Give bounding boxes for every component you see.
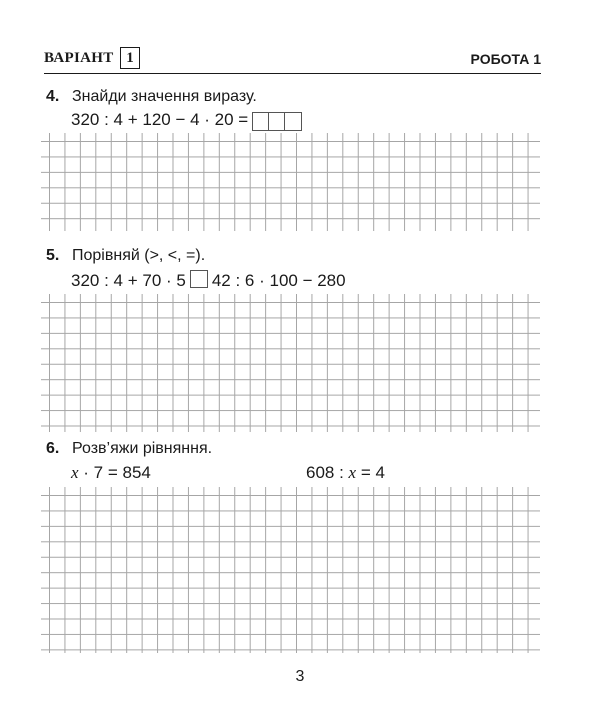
task-5-right-expression: 42 : 6 · 100 − 280 — [211, 271, 346, 290]
work-label: РОБОТА 1 — [470, 51, 541, 67]
task-5-instruction: Порівняй (>, <, =). — [72, 247, 206, 264]
task-5-number: 5. — [46, 247, 60, 264]
task-6-work-grid[interactable] — [40, 487, 540, 653]
answer-cell[interactable] — [285, 113, 301, 130]
answer-cell[interactable] — [253, 113, 269, 130]
task-5-comparison-line — [71, 270, 346, 291]
task-4-work-grid[interactable] — [40, 133, 540, 231]
equation-2-variable: x — [348, 463, 357, 482]
answer-cell[interactable] — [269, 113, 285, 130]
task-6-instruction: Розв’яжи рівняння. — [72, 440, 213, 457]
equation-1-rest: · 7 = 854 — [78, 463, 151, 482]
task-5-work-grid[interactable] — [40, 294, 540, 432]
task-5-title — [46, 247, 205, 265]
task-4-expression-line — [71, 110, 302, 131]
header-divider — [44, 73, 541, 74]
variant-label: ВАРІАНТ — [44, 50, 114, 66]
page-number: 3 — [295, 668, 305, 685]
task-4-number: 4. — [46, 88, 60, 105]
task-4-title — [46, 88, 257, 106]
equation-1-variable: x — [71, 463, 79, 482]
task-4-answer-boxes[interactable] — [252, 112, 302, 131]
equation-2-left: 608 : — [306, 463, 349, 482]
equation-2-rest: = 4 — [356, 463, 385, 482]
comparison-sign-box[interactable] — [190, 270, 208, 288]
variant-number-box: 1 — [120, 47, 140, 69]
task-6-number: 6. — [46, 440, 60, 457]
task-6-equation-1 — [71, 463, 151, 483]
task-5-left-expression: 320 : 4 + 70 · 5 — [71, 271, 186, 290]
task-4-instruction: Знайди значення виразу. — [72, 88, 257, 105]
task-6-title — [46, 440, 212, 458]
task-6-equation-2 — [306, 463, 385, 483]
task-4-expression: 320 : 4 + 120 − 4 · 20 = — [71, 110, 249, 129]
page-header — [44, 47, 541, 73]
